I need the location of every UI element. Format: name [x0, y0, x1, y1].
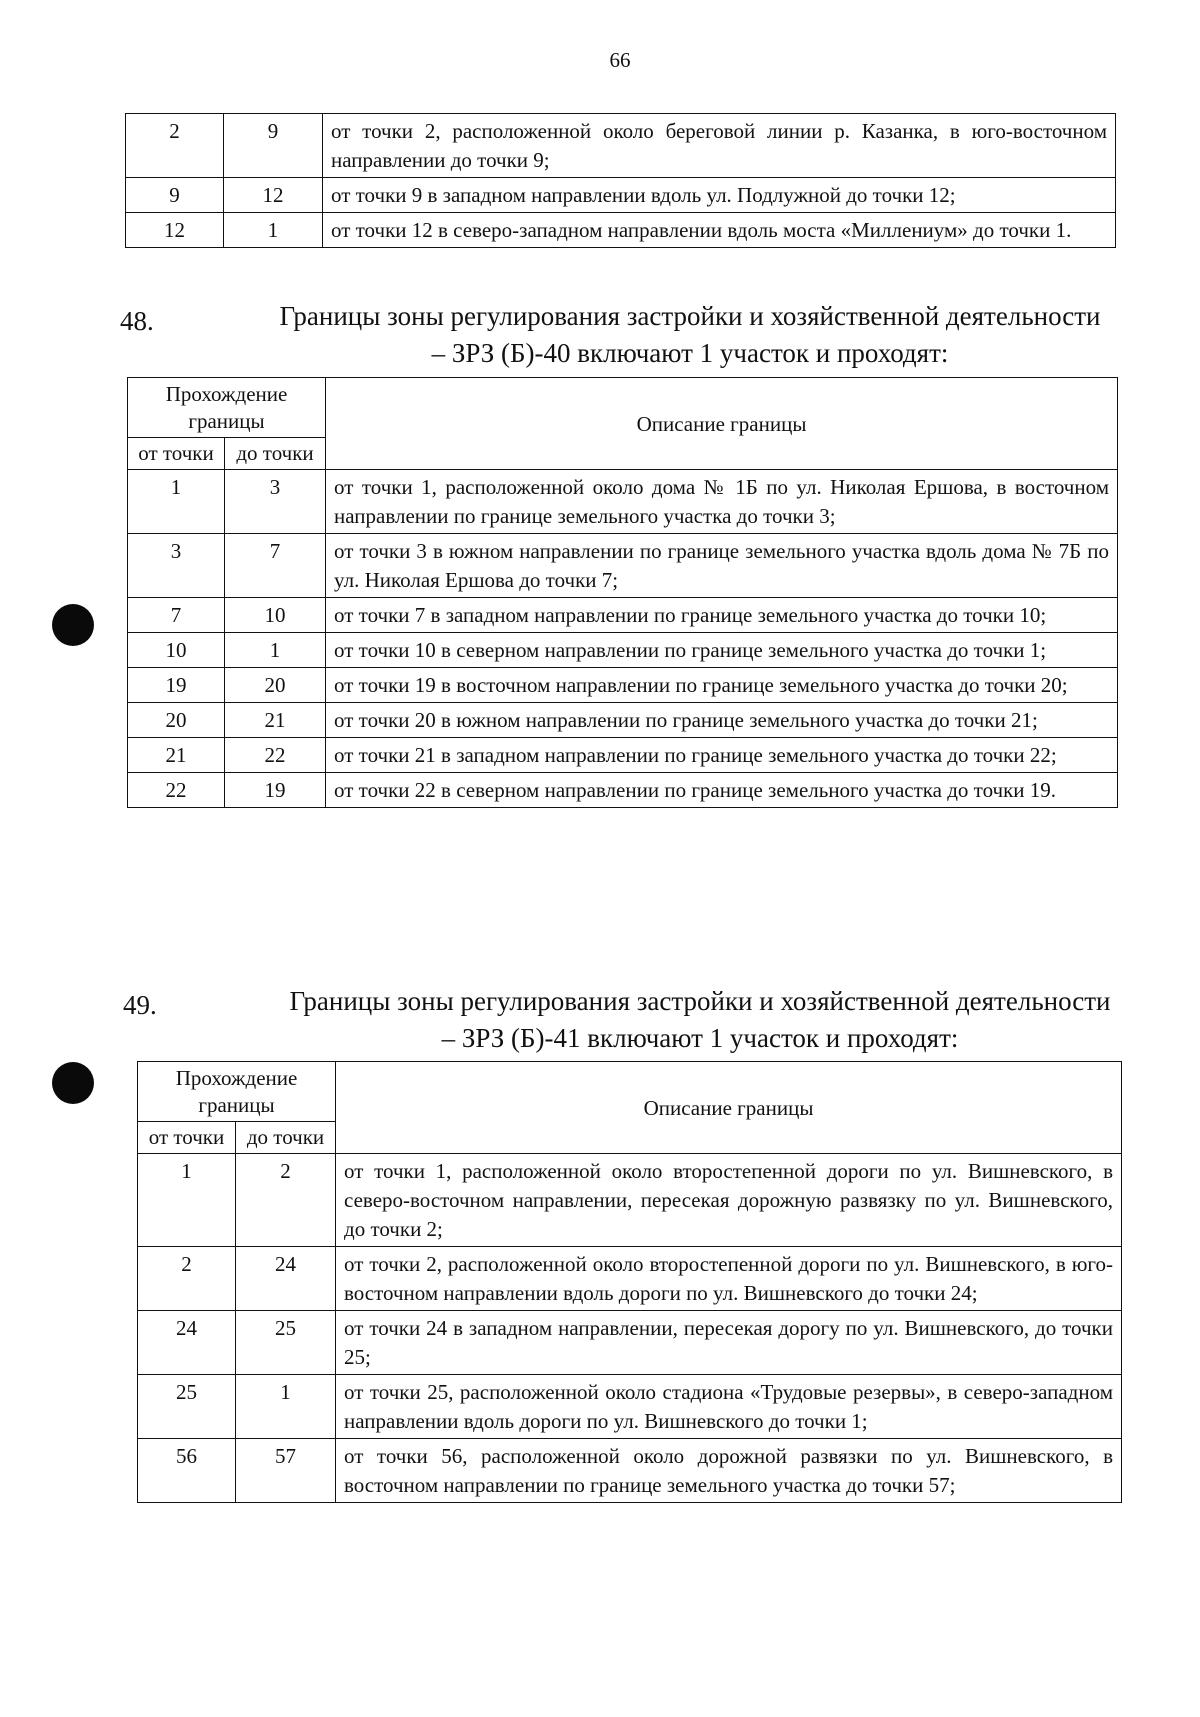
from-point-cell: 25 [138, 1375, 236, 1439]
description-cell: от точки 9 в западном направлении вдоль ул. Подлужной до точки 12; [323, 178, 1116, 213]
table-row [128, 703, 1118, 738]
header-passage: Прохождение границы [128, 378, 326, 438]
from-point-cell: 3 [128, 534, 225, 598]
table-row [128, 738, 1118, 773]
description-cell: от точки 10 в северном направлении по границе земельного участка до точки 1; [326, 633, 1118, 668]
from-point-cell: 10 [128, 633, 225, 668]
table-row [126, 178, 1116, 213]
section-heading-line2: – ЗРЗ (Б)-40 включают 1 участок и проходят: [431, 338, 949, 368]
from-point-cell: 19 [128, 668, 225, 703]
from-point-cell: 24 [138, 1311, 236, 1375]
to-point-cell: 9 [224, 114, 323, 178]
section-heading-line1: Границы зоны регулирования застройки и хозяйственной деятельности [279, 301, 1101, 331]
to-point-cell: 24 [236, 1247, 336, 1311]
section-heading-line2: – ЗРЗ (Б)-41 включают 1 участок и проходят: [441, 1023, 959, 1053]
to-point-cell: 1 [224, 213, 323, 248]
description-cell: от точки 2, расположенной около береговой линии р. Казанка, в юго-восточном направлении до точки 9; [323, 114, 1116, 178]
to-point-cell: 57 [236, 1439, 336, 1503]
to-point-cell: 25 [236, 1311, 336, 1375]
header-to: до точки [236, 1122, 336, 1154]
table-row [128, 598, 1118, 633]
table-row [128, 773, 1118, 808]
description-cell: от точки 1, расположенной около дома № 1Б по ул. Николая Ершова, в восточном направлении по границе земельного участка до точки 3; [326, 470, 1118, 534]
from-point-cell: 2 [126, 114, 224, 178]
from-point-cell: 12 [126, 213, 224, 248]
from-point-cell: 56 [138, 1439, 236, 1503]
header-from: от точки [128, 438, 225, 470]
table-row [138, 1311, 1122, 1375]
description-cell: от точки 56, расположенной около дорожной развязки по ул. Вишневского, в восточном направлении по границе земельного участка до точки 57; [336, 1439, 1122, 1503]
description-cell: от точки 22 в северном направлении по границе земельного участка до точки 19. [326, 773, 1118, 808]
boundary-table-49 [137, 1061, 1122, 1503]
table-header-row [128, 378, 1118, 438]
header-description: Описание границы [326, 378, 1118, 470]
hole-punch-mark [52, 1062, 94, 1104]
from-point-cell: 7 [128, 598, 225, 633]
table-row [126, 114, 1116, 178]
continued-boundary-table [125, 113, 1116, 248]
table-row [128, 668, 1118, 703]
to-point-cell: 22 [225, 738, 326, 773]
description-cell: от точки 7 в западном направлении по границе земельного участка до точки 10; [326, 598, 1118, 633]
to-point-cell: 12 [224, 178, 323, 213]
description-cell: от точки 12 в северо-западном направлении вдоль моста «Миллениум» до точки 1. [323, 213, 1116, 248]
from-point-cell: 2 [138, 1247, 236, 1311]
section-heading-line1: Границы зоны регулирования застройки и хозяйственной деятельности [289, 986, 1111, 1016]
to-point-cell: 2 [236, 1154, 336, 1247]
description-cell: от точки 20 в южном направлении по границе земельного участка до точки 21; [326, 703, 1118, 738]
to-point-cell: 21 [225, 703, 326, 738]
hole-punch-mark [52, 604, 94, 646]
to-point-cell: 20 [225, 668, 326, 703]
description-cell: от точки 21 в западном направлении по границе земельного участка до точки 22; [326, 738, 1118, 773]
header-passage: Прохождение границы [138, 1062, 336, 1122]
from-point-cell: 22 [128, 773, 225, 808]
page-number: 66 [609, 48, 631, 72]
description-cell: от точки 25, расположенной около стадиона «Трудовые резервы», в северо-западном направлении вдоль дороги по ул. Вишневского до точки 1; [336, 1375, 1122, 1439]
header-to: до точки [225, 438, 326, 470]
from-point-cell: 20 [128, 703, 225, 738]
header-description: Описание границы [336, 1062, 1122, 1154]
to-point-cell: 1 [225, 633, 326, 668]
table-row [138, 1247, 1122, 1311]
from-point-cell: 1 [138, 1154, 236, 1247]
section-number-49: 49. [123, 990, 157, 1020]
table-row [128, 470, 1118, 534]
description-cell: от точки 24 в западном направлении, пересекая дорогу по ул. Вишневского, до точки 25; [336, 1311, 1122, 1375]
boundary-table-48 [127, 377, 1118, 808]
table-row [138, 1154, 1122, 1247]
from-point-cell: 1 [128, 470, 225, 534]
table-header-row [138, 1062, 1122, 1122]
to-point-cell: 10 [225, 598, 326, 633]
description-cell: от точки 19 в восточном направлении по границе земельного участка до точки 20; [326, 668, 1118, 703]
section-heading-49 [260, 983, 1140, 1057]
section-heading-48 [240, 298, 1140, 372]
description-cell: от точки 3 в южном направлении по границе земельного участка вдоль дома № 7Б по ул. Николая Ершова до точки 7; [326, 534, 1118, 598]
description-cell: от точки 2, расположенной около второстепенной дороги по ул. Вишневского, в юго-восточном направлении вдоль дороги по ул. Вишневского до точки 24; [336, 1247, 1122, 1311]
to-point-cell: 19 [225, 773, 326, 808]
section-number-48: 48. [120, 306, 154, 336]
description-cell: от точки 1, расположенной около второстепенной дороги по ул. Вишневского, в северо-восточном направлении, пересекая дорожную развязку по ул. Вишневского, до точки 2; [336, 1154, 1122, 1247]
header-from: от точки [138, 1122, 236, 1154]
table-row [128, 633, 1118, 668]
table-row [138, 1375, 1122, 1439]
from-point-cell: 9 [126, 178, 224, 213]
to-point-cell: 7 [225, 534, 326, 598]
table-row [138, 1439, 1122, 1503]
to-point-cell: 1 [236, 1375, 336, 1439]
from-point-cell: 21 [128, 738, 225, 773]
to-point-cell: 3 [225, 470, 326, 534]
table-row [126, 213, 1116, 248]
table-row [128, 534, 1118, 598]
